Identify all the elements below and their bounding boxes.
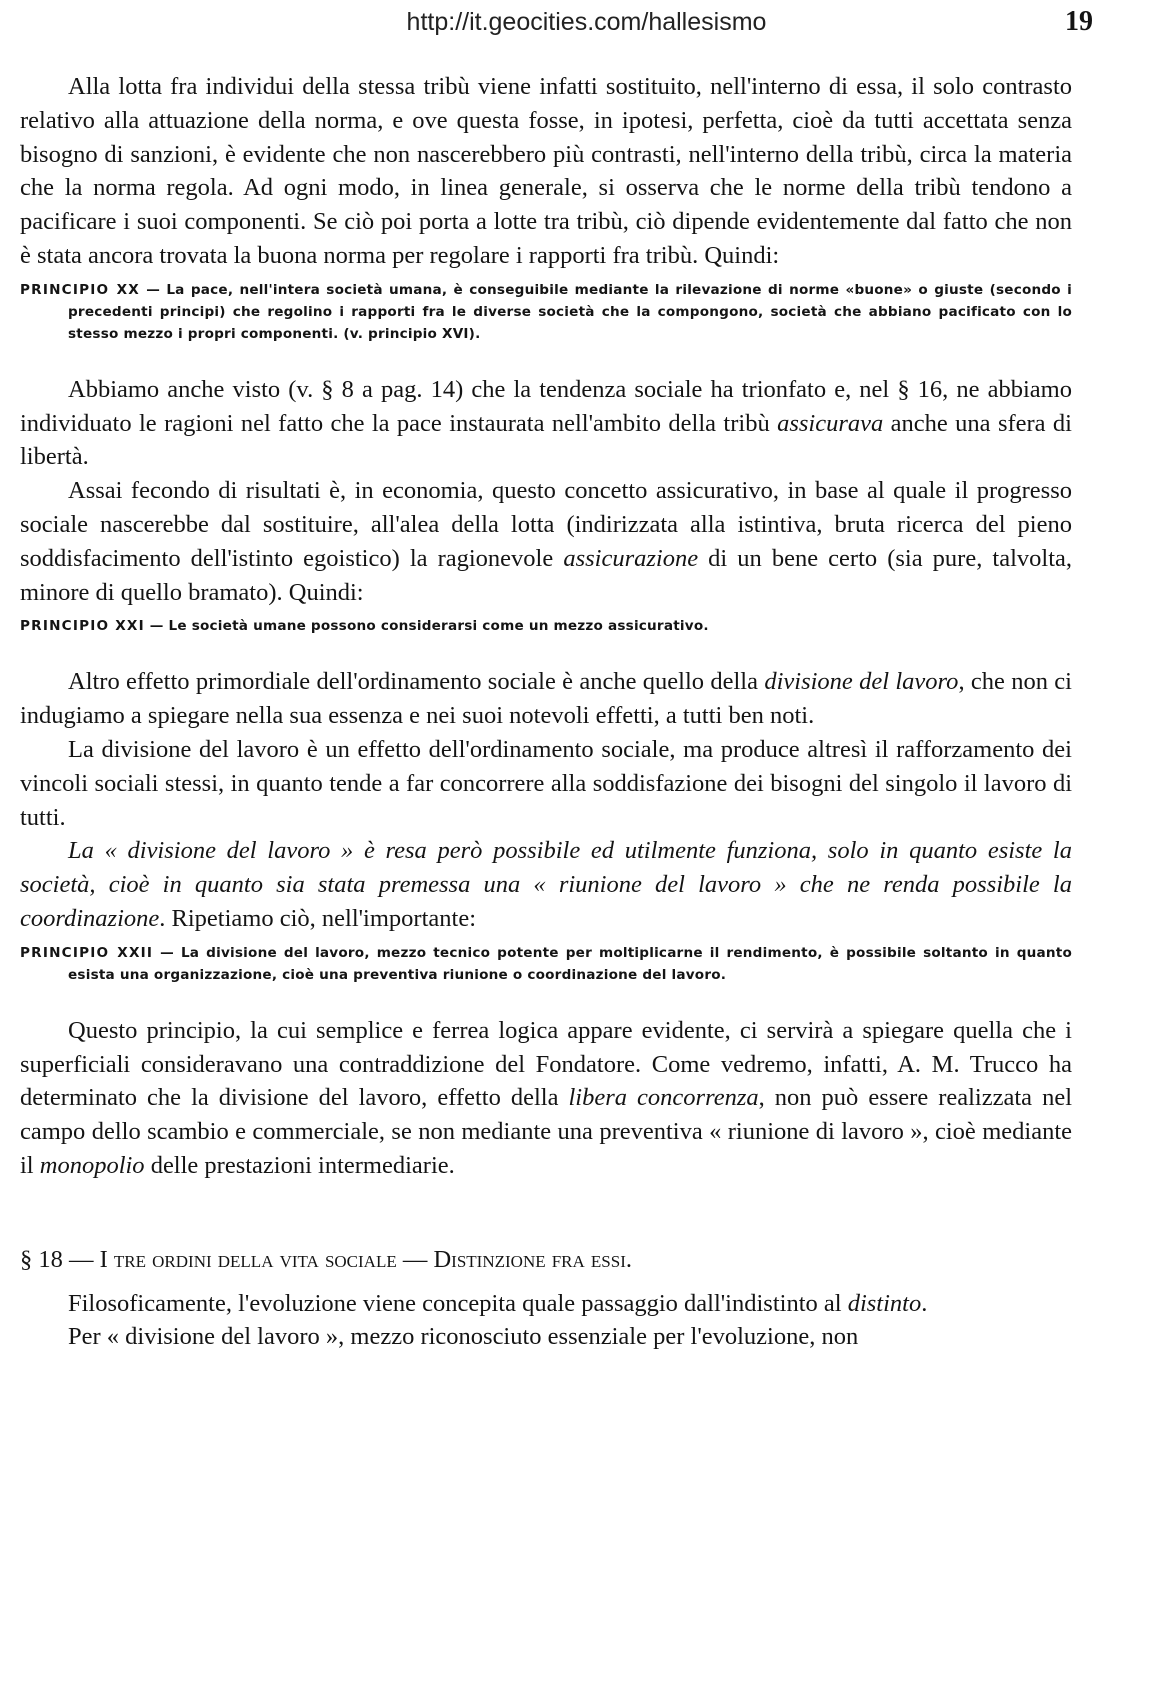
text-run: . Ripetiamo ciò, nell'importante: (159, 904, 476, 932)
text-run: delle prestazioni intermediarie. (144, 1151, 455, 1179)
text-run: Abbiamo anche visto (v. § 8 a pag. 14) che la tendenza sociale ha trionfato e, nel § 16, ne abbiamo individuato le ragioni nel fatto che la pace instaurata nell'ambito della tribù (20, 375, 1072, 437)
paragraph-9: Per « divisione del lavoro », mezzo riconosciuto essenziale per l'evoluzione, non (68, 1323, 859, 1351)
paragraph-5: La divisione del lavoro è un effetto dell'ordinamento sociale, ma produce altresì il rafforzamento dei vincoli sociali stessi, in quanto tende a far concorrere alla soddisfazione dei bisogni del singolo il lavoro di tutti. (20, 735, 1072, 831)
text-run: Assai fecondo di risultati è, in economia, questo concetto assicurativo, in base al quale il progresso sociale nascerebbe dal sostituire, all'alea della lotta (indirizzata alla istintiva, bruta ricerca del pieno soddisfacimento dell'istinto egoistico) la ragionevole (20, 477, 1072, 572)
section-dash: — (402, 1245, 428, 1273)
principle-label: PRINCIPIO XXII (20, 944, 154, 961)
paragraph-8 (20, 1287, 1072, 1321)
section-number: § 18 — (20, 1245, 94, 1273)
paragraph-6 (20, 834, 1072, 935)
section-title: I tre ordini della vita sociale (99, 1245, 397, 1273)
paragraph-1: Alla lotta fra individui della stessa tribù viene infatti sostituito, nell'interno di essa, il solo contrasto relativo alla attuazione della norma, e ove questa fosse, in ipotesi, perfetta, cioè da tutti accettata senza bisogno di sanzioni, è evidente che non nascerebbero più contrasti, nell'interno della tribù, circa la materia che la norma regola. Ad ogni modo, in linea generale, si osserva che le norme della tribù tendono a pacificare i suoi componenti. Se ciò poi porta a lotte tra tribù, ciò dipende evidentemente dal fatto che non è stata ancora trovata la buona norma per regolare i rapporti fra tribù. Quindi: (20, 73, 1072, 269)
text-run: , non può essere realizzata nel campo dello scambio e commerciale, se non mediante una preventiva « riunione di lavoro », cioè mediante il (20, 1084, 1073, 1179)
section-heading (20, 1243, 1072, 1277)
principle-label: PRINCIPIO XXI (20, 618, 145, 635)
italic-run: divisione del lavoro (764, 668, 959, 696)
italic-run: La « divisione del lavoro » è resa però possibile ed utilmente funziona, solo in quanto esiste la società, cioè in quanto sia stata premessa una « riunione del lavoro » che ne renda possibile la coordinazione (20, 837, 1072, 932)
principle-20 (20, 279, 1072, 345)
paragraph-3 (20, 474, 1072, 609)
italic-run: monopolio (39, 1151, 145, 1179)
text-run: di un bene certo (sia pure, talvolta, minore di quello bramato). Quindi: (20, 544, 1072, 606)
principle-21 (20, 615, 1072, 637)
principle-text: — La pace, nell'intera società umana, è conseguibile mediante la rilevazione di norme «buone» o giuste (secondo i precedenti principi) che regolino i rapporti fra le diverse società che la compongono, società che abbiano pacificato con lo stesso mezzo i propri componenti. (v. principio XVI). (68, 281, 1072, 342)
italic-run: libera concorrenza (568, 1084, 759, 1112)
text-run: , che non ci indugiamo a spiegare nella sua essenza e nei suoi notevoli effetti, a tutti ben noti. (20, 668, 1072, 730)
document-body (20, 70, 1072, 1354)
text-run: Altro effetto primordiale dell'ordinamento sociale è anche quello della (68, 668, 765, 696)
page-url: http://it.geocities.com/hallesismo (406, 8, 767, 36)
page-number: 19 (1065, 6, 1093, 37)
paragraph-7 (20, 1014, 1072, 1183)
principle-text: — Le società umane possono considerarsi come un mezzo assicurativo. (149, 618, 709, 635)
section-subtitle: Distinzione fra essi. (433, 1245, 632, 1273)
italic-run: distinto (847, 1289, 922, 1317)
principle-text: — La divisione del lavoro, mezzo tecnico potente per moltiplicarne il rendimento, è possibile soltanto in quanto esista una organizzazione, cioè una preventiva riunione o coordinazione del lavoro. (68, 944, 1072, 983)
text-run: anche una sfera di libertà. (20, 409, 1072, 471)
principle-label: PRINCIPIO XX (20, 281, 140, 298)
italic-run: assicurazione (563, 544, 699, 572)
principle-22 (20, 942, 1072, 986)
paragraph-4 (20, 665, 1072, 733)
text-run: Filosoficamente, l'evoluzione viene concepita quale passaggio dall'indistinto al (68, 1289, 848, 1317)
paragraph-2 (20, 373, 1072, 474)
text-run: Questo principio, la cui semplice e ferrea logica appare evidente, ci servirà a spiegare quella che i superficiali consideravano una contraddizione del Fondatore. Come vedremo, infatti, A. M. Trucco ha determinato che la divisione del lavoro, effetto della (20, 1016, 1072, 1112)
text-run: . (921, 1289, 928, 1317)
italic-run: assicurava (777, 409, 884, 437)
